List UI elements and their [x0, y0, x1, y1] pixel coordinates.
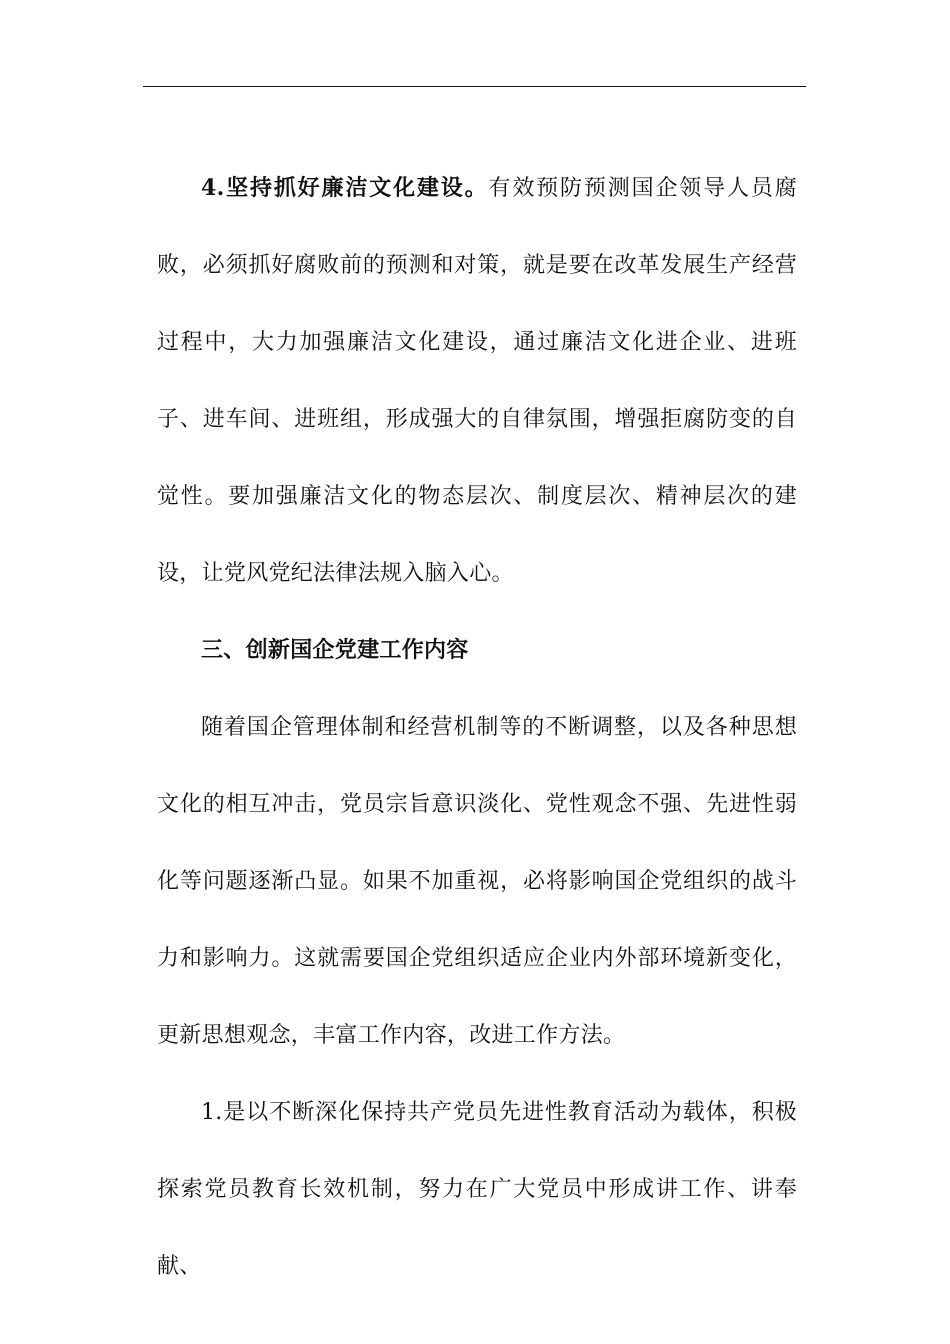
paragraph-anti-corruption-culture	[157, 150, 797, 612]
header-rule	[143, 86, 806, 87]
paragraph-text: 有效预防预测国企领导人员腐败，必须抓好腐败前的预测和对策，就是要在改革发展生产经营过程中，大力加强廉洁文化建设，通过廉洁文化进企业、进班子、进车间、进班组，形成强大的自律氛围，增强拒腐防变的自觉性。要加强廉洁文化的物态层次、制度层次、精神层次的建设，让党风党纪法律法规入脑入心。	[157, 176, 797, 586]
paragraph-lead-heading: 4.坚持抓好廉洁文化建设。	[201, 175, 489, 201]
document-body	[157, 150, 797, 1305]
paragraph-member-education: 1.是以不断深化保持共产党员先进性教育活动为载体，积极探索党员教育长效机制，努力在广大党员中形成讲工作、讲奉献、	[157, 1100, 797, 1279]
section-heading: 三、创新国企党建工作内容	[201, 637, 469, 663]
paragraph-content-innovation: 随着国企管理体制和经营机制等的不断调整，以及各种思想文化的相互冲击，党员宗旨意识淡化、党性观念不强、先进性弱化等问题逐渐凸显。如果不加重视，必将影响国企党组织的战斗力和影响力。这就需要国企党组织适应企业内外部环境新变化，更新思想观念，丰富工作内容，改进工作方法。	[157, 715, 797, 1048]
